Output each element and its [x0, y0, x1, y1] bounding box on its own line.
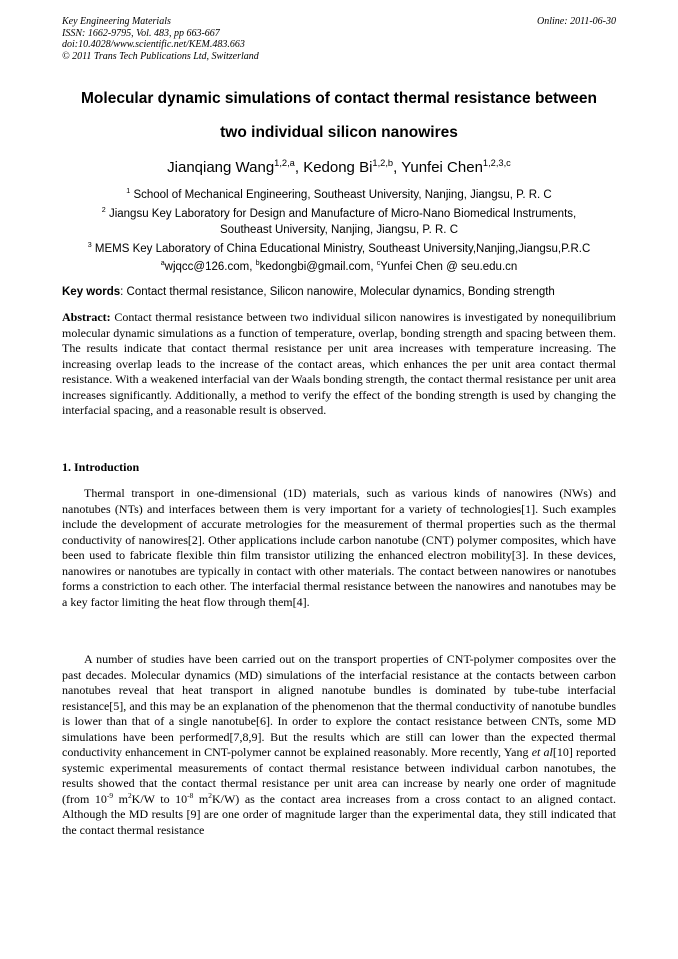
author-list: [62, 159, 616, 176]
author-affiliation-mark: 1,2,b: [372, 158, 394, 168]
abstract-label: Abstract:: [62, 310, 111, 324]
keywords-label: Key words: [62, 286, 121, 298]
email-mark: b: [255, 259, 260, 268]
journal-copyright: © 2011 Trans Tech Publications Ltd, Switzerland: [62, 50, 259, 62]
paragraph-text: K/W to 10: [131, 791, 188, 806]
affiliation-2: [62, 207, 616, 222]
paragraph-text: A number of studies have been carried out on the transport properties of CNT-polymer composites over the past decades. Molecular dynamics (MD) simulations of the interfacial resistance at the contacts between carbon nanotubes reveal that heat transport in aligned nanotube bundles is dominated by tube-tube interfacial resistance[5], and this may be an explanation of the phenomenon that the thermal conductivity of nanotube bundles is lower than that of a single nanotube[6]. In order to explore the contact resistance between CNTs, some MD simulations have been performed[7,8,9]. But the results which are still can lower than the expected thermal conductivity enhancement in CNT-polymer cannot be explained reasonably. More recently, Yang: [62, 652, 616, 760]
email-mark: a: [160, 259, 165, 268]
paragraph-text: m: [193, 791, 209, 806]
keywords-text: : Contact thermal resistance, Silicon nanowire, Molecular dynamics, Bonding strength: [120, 286, 555, 298]
author-separator: ,: [393, 159, 402, 176]
affiliation-mark: 1: [126, 187, 131, 196]
journal-name: Key Engineering Materials: [62, 16, 171, 27]
author-name: Jianqiang Wang: [167, 159, 275, 176]
journal-issn: ISSN: 1662-9795, Vol. 483, pp 663-667: [62, 27, 220, 39]
exponent: 2: [208, 790, 212, 800]
journal-doi: doi:10.4028/www.scientific.net/KEM.483.663: [62, 39, 245, 50]
section-heading: 1. Introduction: [62, 460, 140, 474]
author-name: Yunfei Chen: [401, 159, 483, 176]
exponent: 2: [127, 790, 132, 800]
intro-paragraph-1: [62, 486, 616, 610]
author-emails: [62, 260, 616, 275]
exponent: -8: [187, 790, 194, 800]
abstract-text: Contact thermal resistance between two individual silicon nanowires is investigated by nonequilibrium molecular dynamic simulations as a function of temperature, overlap, bonding strength and spacing between them. The results indicate that contact thermal resistance per unit area increases with temperature increasing. The increasing overlap leads to the increase of the contact areas, which enhances the per unit area contact thermal resistance. With a weakened interfacial van der Waals bonding strength, the contact thermal resistance per unit area increases significantly. Additionally, a method to verify the effect of the bonding strength is used by changing the interfacial spacing, and a reasonable result is observed.: [62, 310, 616, 418]
email[interactable]: kedongbi@gmail.com,: [259, 261, 377, 273]
affiliation-text: School of Mechanical Engineering, Southeast University, Nanjing, Jiangsu, P. R. C: [133, 189, 552, 201]
affiliation-1: [62, 188, 616, 203]
exponent: -9: [106, 790, 114, 800]
journal-header: [62, 16, 616, 62]
author-affiliation-mark: 1,2,a: [274, 158, 295, 168]
author-affiliation-mark: 1,2,3,c: [482, 158, 511, 168]
paragraph-text: [10] reported systemic experimental measurements of contact thermal resistance between individual carbon nanotubes, the results showed that the contact thermal resistance per unit area can increase by nearly one order of magnitude (from 10: [62, 745, 616, 806]
online-date: Online: 2011-06-30: [537, 16, 616, 27]
paragraph-text: m: [113, 791, 128, 806]
intro-paragraph-2: [62, 652, 616, 839]
paper-title-line-1: Molecular dynamic simulations of contact thermal resistance between: [81, 90, 597, 107]
affiliation-mark: 2: [101, 206, 106, 215]
paragraph-text: K/W) as the contact area increases from a cross contact to an aligned contact. Although the MD results [9] are one order of magnitude larger than the experimental data, they still indicated that the contact thermal resistance: [62, 791, 617, 838]
affiliation-mark: 3: [87, 241, 92, 250]
abstract: [62, 310, 616, 419]
author-separator: ,: [294, 159, 304, 176]
affiliation-3: [62, 242, 616, 257]
affiliation-text: Jiangsu Key Laboratory for Design and Manufacture of Micro-Nano Biomedical Instruments,: [108, 208, 577, 220]
email[interactable]: Yunfei Chen @ seu.edu.cn: [380, 261, 518, 273]
paragraph-text: Thermal transport in one-dimensional (1D) materials, such as various kinds of nanowires (NWs) and nanotubes (NTs) and interfaces between them is very important for a variety of technologies[1]. Such examples include the development of accurate metrologies for the measurement of thermal properties such as the thermal conductivity of nanowires[2]. Other applications include carbon nanotube (CNT) polymer composites, which have been used to fabricate flexible thin film transistor utilizing the enhanced electron mobility[3]. In these devices, nanowires or nanotubes are typically in contact with other materials. The contact between nanowires or nanotubes forms a constriction to each other. The interfacial thermal resistance between the nanowires and nanotubes may be a key factor limiting the heat flow through them[4].: [62, 486, 616, 609]
keywords: [62, 286, 616, 298]
author-name: Kedong Bi: [303, 159, 373, 176]
paper-title-line-2: two individual silicon nanowires: [220, 124, 458, 141]
paragraph-italic: et al: [531, 745, 553, 760]
affiliation-text: MEMS Key Laboratory of China Educational Ministry, Southeast University,Nanjing,Jiangsu,P.R.C: [94, 243, 591, 255]
email-mark: c: [376, 259, 381, 268]
affiliation-2-cont: Southeast University, Nanjing, Jiangsu, P. R. C: [220, 224, 458, 236]
email[interactable]: wjqcc@126.com,: [164, 261, 256, 273]
